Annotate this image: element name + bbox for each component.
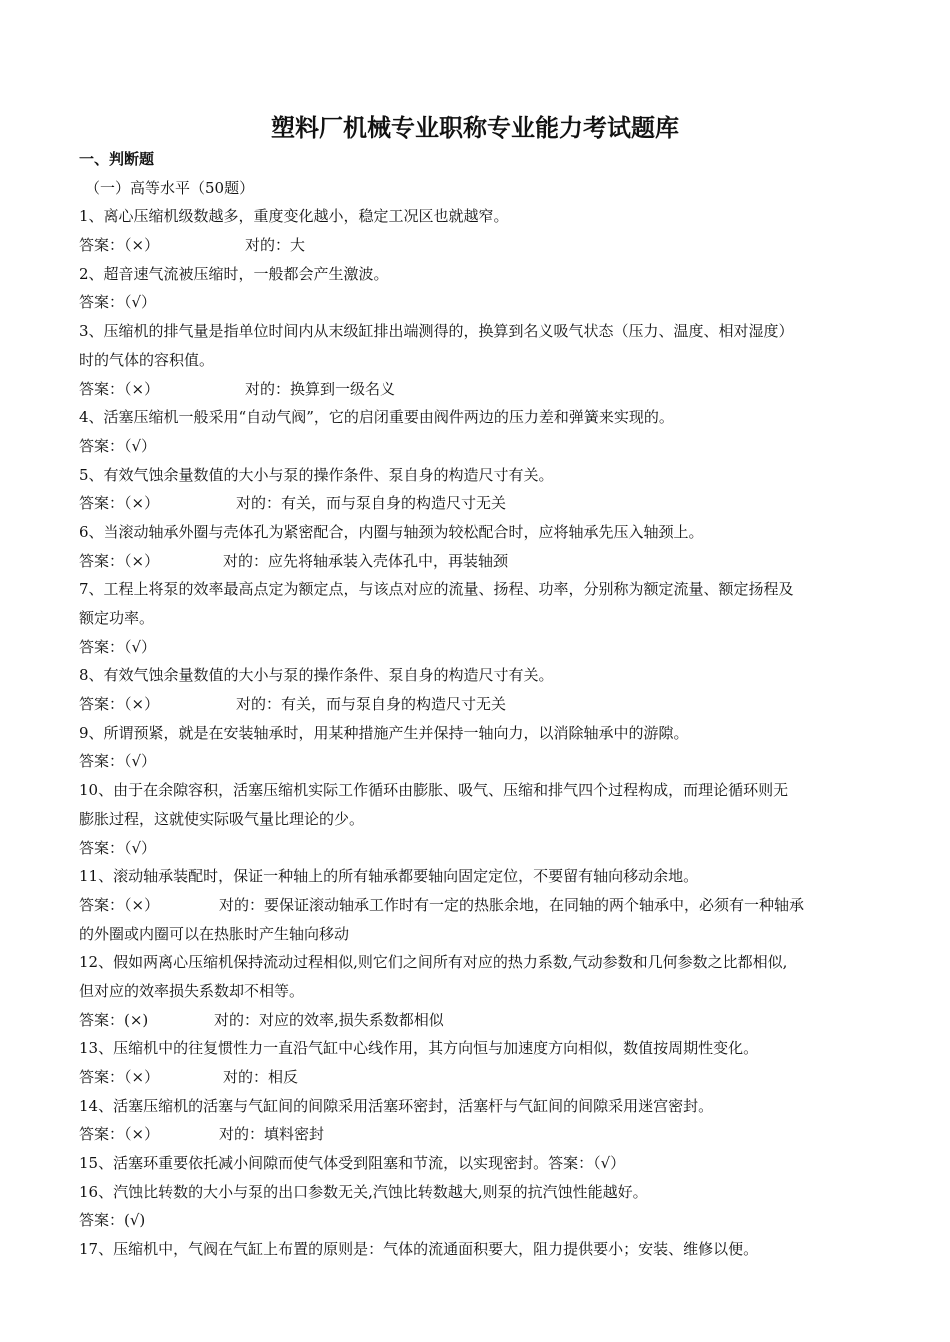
answer-11: [79, 891, 874, 920]
answer-14: [79, 1120, 874, 1149]
question-14: 14、活塞压缩机的活塞与气缸间的间隙采用活塞环密封，活塞杆与气缸间的间隙采用迷宫密封。: [79, 1096, 714, 1115]
correction-text: 对的：有关，而与泵自身的构造尺寸无关: [236, 695, 507, 714]
question-17: 17、压缩机中，气阀在气缸上布置的原则是：气体的流通面积要大，阻力提供要小；安装、维修以便。: [79, 1240, 759, 1259]
question-16: 16、汽蚀比转数的大小与泵的出口参数无关,汽蚀比转数越大,则泵的抗汽蚀性能越好。: [79, 1182, 648, 1201]
answer-label: 答案：（×）: [79, 1125, 160, 1144]
answer-1: [79, 231, 874, 260]
question-10-continued: 膨胀过程，这就使实际吸气量比理论的少。: [79, 809, 365, 828]
answer-8: [79, 690, 874, 719]
answer-5: [79, 489, 874, 518]
answer-label: 答案：（×）: [79, 379, 160, 398]
answer-16: 答案：(√): [79, 1211, 146, 1230]
answer-label: 答案：（×）: [79, 236, 160, 255]
correction-text: 对的：应先将轴承装入壳体孔中，再装轴颈: [223, 551, 509, 570]
answer-3: [79, 375, 874, 404]
section-heading: 一、判断题: [79, 150, 155, 168]
correction-text: 对的：有关，而与泵自身的构造尺寸无关: [236, 494, 507, 513]
answer-label: 答案：（×）: [79, 1068, 160, 1086]
correction-text: 对的：换算到一级名义: [245, 379, 396, 398]
answer-2: 答案：（√）: [79, 293, 157, 312]
question-12: 12、假如两离心压缩机保持流动过程相似,则它们之间所有对应的热力系数,气动参数和几何参数之比都相似,: [79, 953, 788, 972]
answer-label: 答案：（×）: [79, 695, 160, 714]
question-9: 9、所谓预紧，就是在安装轴承时，用某种措施产生并保持一轴向力，以消除轴承中的游隙。: [79, 723, 689, 742]
answer-10: 答案：（√）: [79, 838, 157, 857]
question-8: 8、有效气蚀余量数值的大小与泵的操作条件、泵自身的构造尺寸有关。: [79, 666, 554, 685]
question-7: 7、工程上将泵的效率最高点定为额定点，与该点对应的流量、扬程、功率，分别称为额定流量、额定扬程及: [79, 580, 794, 599]
question-15: 15、活塞环重要依托减小间隙而使气体受到阻塞和节流，以实现密封。答案：（√）: [79, 1154, 626, 1173]
answer-7: 答案：（√）: [79, 637, 157, 656]
question-1: 1、离心压缩机级数越多，重度变化越小，稳定工况区也就越窄。: [79, 207, 509, 226]
question-3: 3、压缩机的排气量是指单位时间内从末级缸排出端测得的，换算到名义吸气状态（压力、温度、相对湿度）: [79, 322, 794, 341]
question-7-continued: 额定功率。: [79, 609, 155, 627]
question-13: 13、压缩机中的往复惯性力一直沿气缸中心线作用，其方向恒与加速度方向相似，数值按周期性变化。: [79, 1039, 759, 1058]
answer-label: 答案：（×）: [79, 895, 160, 914]
question-4: 4、活塞压缩机一般采用“自动气阀”，它的启闭重要由阀件两边的压力差和弹簧来实现的。: [79, 408, 674, 427]
answer-4: 答案：（√）: [79, 436, 157, 455]
document-body: [79, 145, 874, 1264]
correction-text: 对的：要保证滚动轴承工作时有一定的热胀余地，在同轴的两个轴承中，必须有一种轴承: [219, 895, 805, 914]
question-6: 6、当滚动轴承外圈与壳体孔为紧密配合，内圈与轴颈为较松配合时，应将轴承先压入轴颈上。: [79, 522, 704, 541]
question-5: 5、有效气蚀余量数值的大小与泵的操作条件、泵自身的构造尺寸有关。: [79, 465, 554, 484]
question-3-continued: 时的气体的容积值。: [79, 350, 215, 369]
answer-6: [79, 547, 874, 576]
correction-text: 对的：相反: [223, 1068, 299, 1086]
answer-13: [79, 1063, 874, 1092]
question-12-continued: 但对应的效率损失系数却不相等。: [79, 981, 305, 1000]
document-title: 塑料厂机械专业职称专业能力考试题库: [271, 113, 679, 142]
answer-11-continued: 的外圈或内圈可以在热胀时产生轴向移动: [79, 924, 350, 943]
answer-12: [79, 1006, 874, 1035]
subsection-heading: （一）高等水平（50题）: [85, 178, 255, 197]
question-11: 11、滚动轴承装配时，保证一种轴上的所有轴承都要轴向固定定位，不要留有轴向移动余地。: [79, 867, 699, 886]
answer-label: 答案：（×）: [79, 551, 160, 570]
correction-text: 对的：大: [245, 236, 306, 255]
answer-9: 答案：（√）: [79, 752, 157, 771]
question-10: 10、由于在余隙容积，活塞压缩机实际工作循环由膨胀、吸气、压缩和排气四个过程构成，而理论循环则无: [79, 781, 789, 800]
correction-text: 对的：对应的效率,损失系数都相似: [214, 1010, 444, 1029]
correction-text: 对的：填料密封: [219, 1125, 325, 1144]
answer-label: 答案：（×）: [79, 494, 160, 513]
question-2: 2、超音速气流被压缩时，一般都会产生激波。: [79, 264, 389, 283]
answer-label: 答案：(×): [79, 1010, 149, 1029]
